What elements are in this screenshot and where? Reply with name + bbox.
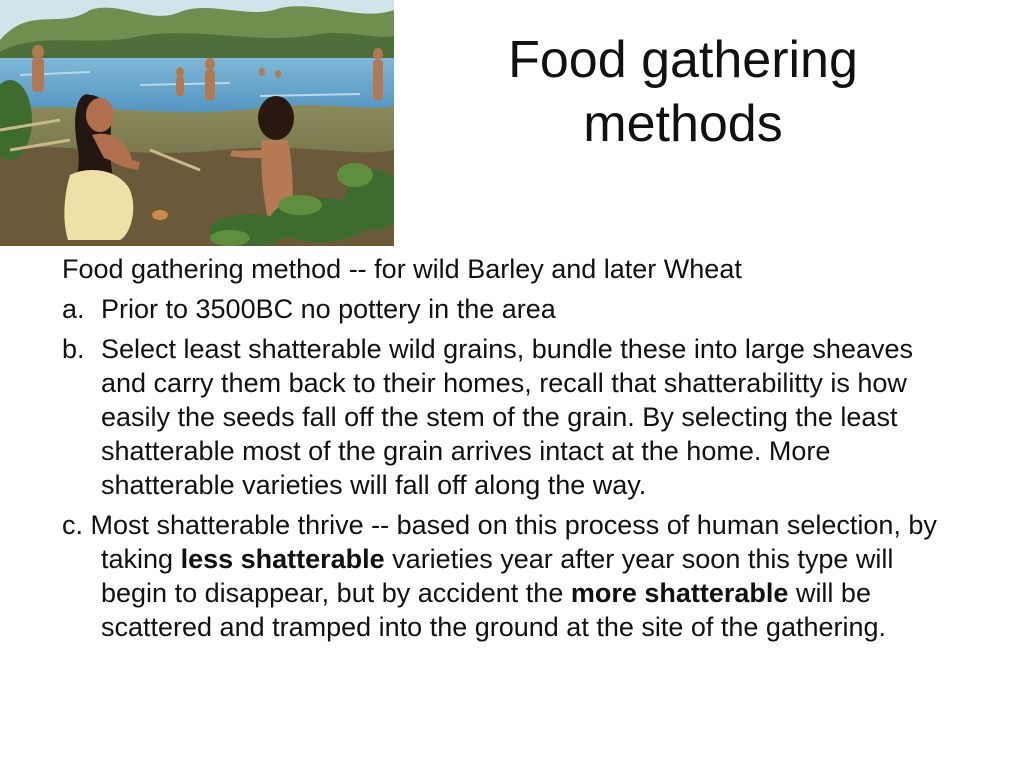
scene-artwork bbox=[0, 0, 394, 246]
item-c-middle: varieties year after year soon this type will begin to disappear, but by accident the bbox=[101, 544, 894, 608]
item-c-lead: c. Most shatterable thrive -- based on this process of human selection, by taking bbox=[62, 510, 937, 574]
list-item-a bbox=[62, 292, 962, 326]
list-item-b bbox=[62, 332, 962, 502]
list-marker-a: a. bbox=[62, 294, 85, 324]
list-text-a: Prior to 3500BC no pottery in the area bbox=[101, 294, 556, 324]
list-marker-b: b. bbox=[62, 334, 85, 364]
list-text-b: Select least shatterable wild grains, bundle these into large sheaves and carry them back to their homes, recall that shatterabilitty is how easily the seeds fall off the stem of the grain. By selecting the least shatterable most of the grain arrives intact at the home. More shatterable varieties will fall off along the way. bbox=[101, 334, 913, 500]
slide-title-line-2: methods bbox=[583, 95, 783, 153]
item-c-tail: will be scattered and tramped into the ground at the site of the gathering. bbox=[101, 578, 887, 642]
item-c-bold-more-shatterable: more shatterable bbox=[570, 578, 789, 608]
slide-title-line-1: Food gathering bbox=[508, 31, 858, 89]
intro-paragraph: Food gathering method -- for wild Barley and later Wheat bbox=[62, 254, 742, 284]
slide-body bbox=[62, 252, 962, 644]
slide-title bbox=[420, 28, 946, 156]
list-item-c bbox=[62, 508, 962, 644]
item-c-bold-less-shatterable: less shatterable bbox=[180, 544, 385, 574]
illustration-prehistoric-gatherers-icon bbox=[0, 0, 394, 246]
